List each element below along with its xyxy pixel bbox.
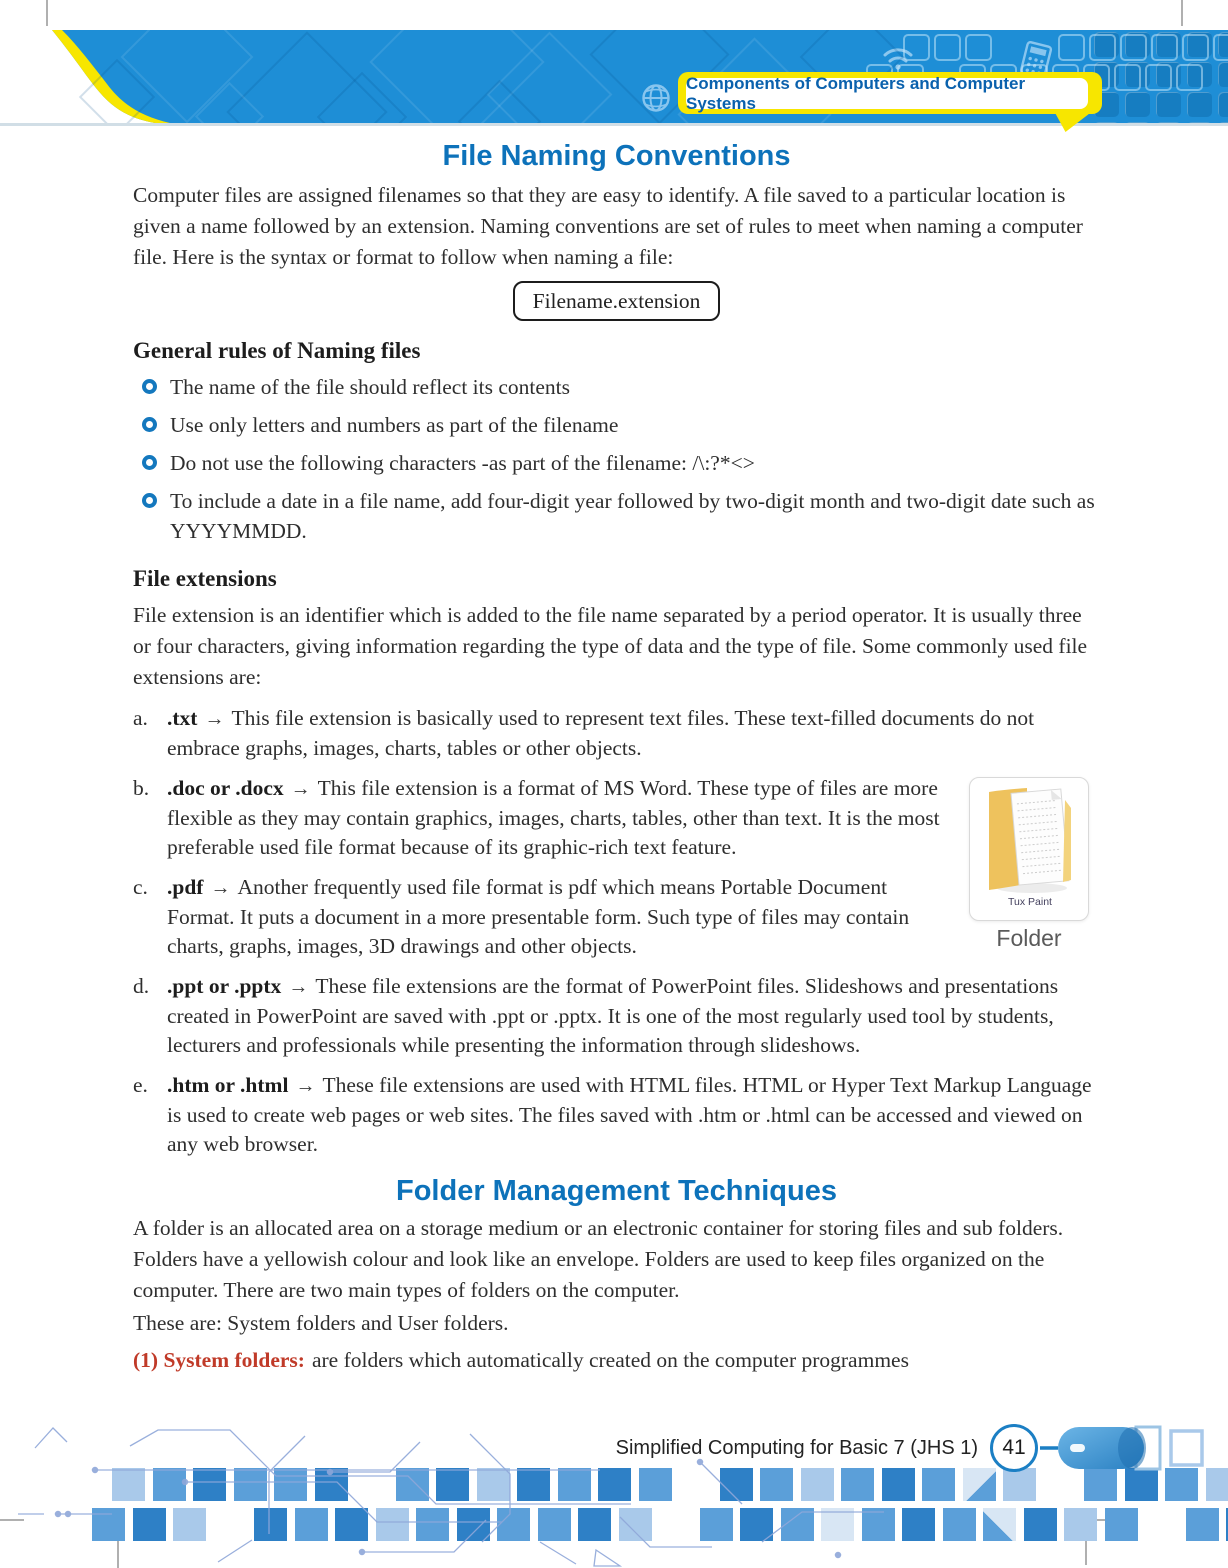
keyboard-key-decoration — [1218, 122, 1228, 123]
rule-item — [133, 486, 1100, 546]
bullet-icon — [142, 455, 157, 470]
deco-square — [1206, 1468, 1228, 1501]
keyboard-key-outline-decoration — [903, 34, 930, 61]
deco-square — [274, 1468, 307, 1501]
arrow-glyph: → — [288, 976, 309, 998]
book-title: Simplified Computing for Basic 7 (JHS 1) — [615, 1436, 978, 1459]
deco-square — [173, 1508, 206, 1541]
page-number: 41 — [1002, 1436, 1026, 1459]
deco-square — [153, 1468, 186, 1501]
deco-square — [1003, 1468, 1036, 1501]
deco-square — [497, 1508, 530, 1541]
deco-square — [295, 1508, 328, 1541]
arrow-glyph: → — [210, 877, 231, 899]
filename-syntax-box: Filename.extension — [513, 281, 721, 321]
deco-square — [963, 1468, 996, 1501]
arrow-glyph: → — [295, 1075, 316, 1097]
deco-square — [335, 1508, 368, 1541]
deco-square — [457, 1508, 490, 1541]
rule-item — [133, 448, 1100, 478]
deco-square — [862, 1508, 895, 1541]
deco-square — [821, 1508, 854, 1541]
item-description: Another frequently used file format is pdf which means Portable Document Format. It puts a document in a more presentable form. Such type of files may contain charts, graphs, images, 3D drawings and other objects. — [167, 875, 910, 958]
deco-square — [558, 1468, 591, 1501]
deco-square — [578, 1508, 611, 1541]
chapter-badge — [686, 73, 1088, 113]
item-description: This file extension is basically used to represent text files. These text-filled documents do not embrace graphs, images, charts, tables or other objects. — [167, 706, 1035, 760]
crop-mark — [1181, 0, 1183, 26]
extension-item-doc — [133, 774, 1100, 862]
rule-item — [133, 410, 1100, 440]
item-term: .htm or .html — [167, 1073, 289, 1097]
deco-square — [1165, 1468, 1198, 1501]
keyboard-key-outline-decoration — [1114, 64, 1141, 91]
keyboard-key-outline-decoration — [1145, 64, 1172, 91]
deco-square — [902, 1508, 935, 1541]
keyboard-key-decoration — [1156, 92, 1181, 117]
deco-square — [1125, 1468, 1158, 1501]
deco-square — [619, 1508, 652, 1541]
deco-square — [700, 1508, 733, 1541]
deco-square — [234, 1468, 267, 1501]
arrow-glyph: → — [204, 708, 225, 730]
item-letter: a. — [133, 706, 148, 730]
deco-square — [882, 1468, 915, 1501]
deco-square — [436, 1468, 469, 1501]
chapter-banner — [0, 30, 1228, 123]
keyboard-key-decoration — [1218, 62, 1228, 87]
deco-square — [538, 1508, 571, 1541]
deco-square — [720, 1468, 753, 1501]
syntax-box-wrapper — [133, 281, 1100, 321]
deco-square — [1105, 1508, 1138, 1541]
item-description: These file extensions are the format of PowerPoint files. Slideshows and presentations created in PowerPoint are saved with .ppt or .pptx. It is one of the most regularly used tool by students, lecturers and professionals while presenting the information through slideshows. — [167, 974, 1059, 1057]
keyboard-key-outline-decoration — [1058, 34, 1085, 61]
keyboard-key-decoration — [1156, 122, 1181, 123]
item-letter: c. — [133, 875, 148, 899]
keyboard-key-outline-decoration — [965, 34, 992, 61]
item-term: .doc or .docx — [167, 776, 284, 800]
section-title-file-naming: File Naming Conventions — [442, 140, 791, 172]
deco-square — [254, 1508, 287, 1541]
rule-text: Do not use the following characters -as part of the filename: /\:?*<> — [170, 451, 755, 475]
arrow-glyph: → — [290, 778, 311, 800]
deco-square — [781, 1508, 814, 1541]
deco-square — [416, 1508, 449, 1541]
deco-square — [133, 1508, 166, 1541]
keyboard-key-decoration — [1125, 92, 1150, 117]
mouse-icon — [1040, 1424, 1206, 1472]
deco-square — [376, 1508, 409, 1541]
deco-square — [760, 1468, 793, 1501]
folder-intro-paragraph: A folder is an allocated area on a storage medium or an electronic container for storing files and sub folders. Folders have a yellowish colour and look like an envelope. Folders are used to keep files organized on the computer. There are two main types of folders on the computer. — [133, 1216, 1064, 1302]
keyboard-key-outline-decoration — [1213, 34, 1228, 61]
page-number-badge — [990, 1424, 1038, 1472]
folder-thumbnail-label: Tux Paint — [1007, 896, 1052, 908]
system-folders-term: (1) System folders: — [133, 1348, 305, 1372]
deco-square — [841, 1468, 874, 1501]
keyboard-key-outline-decoration — [1120, 34, 1147, 61]
bullet-icon — [142, 493, 157, 508]
deco-square — [801, 1468, 834, 1501]
extensions-list — [133, 704, 1100, 1159]
extension-item-pdf — [133, 873, 1100, 961]
rule-text: The name of the file should reflect its contents — [170, 375, 571, 399]
bullet-icon — [142, 379, 157, 394]
deco-square — [1064, 1508, 1097, 1541]
extension-item-htm — [133, 1071, 1100, 1159]
item-term: .txt — [167, 706, 198, 730]
deco-square — [1024, 1508, 1057, 1541]
deco-square — [396, 1468, 429, 1501]
deco-square — [740, 1508, 773, 1541]
item-letter: b. — [133, 776, 150, 800]
folder-types-line: These are: System folders and User folders. — [133, 1311, 509, 1335]
rule-item — [133, 372, 1100, 402]
keyboard-key-decoration — [1094, 122, 1119, 123]
keyboard-key-outline-decoration — [1176, 64, 1203, 91]
keyboard-key-outline-decoration — [1151, 34, 1178, 61]
keyboard-key-decoration — [1218, 92, 1228, 117]
keyboard-key-outline-decoration — [934, 34, 961, 61]
page-footer — [616, 1424, 1206, 1472]
keyboard-key-decoration — [1125, 122, 1150, 123]
intro-paragraph: Computer files are assigned filenames so that they are easy to identify. A file saved to a particular location is given a name followed by an extension. Naming conventions are set of rules to meet when naming a computer file. Here is the syntax or format to follow when naming a file: — [133, 183, 1083, 269]
deco-square — [639, 1468, 672, 1501]
rule-text: Use only letters and numbers as part of the filename — [170, 413, 619, 437]
item-letter: d. — [133, 974, 150, 998]
deco-square — [1084, 1468, 1117, 1501]
keyboard-key-outline-decoration — [1182, 34, 1209, 61]
deco-square — [517, 1468, 550, 1501]
system-folders-paragraph — [133, 1345, 1100, 1376]
bullet-icon — [142, 417, 157, 432]
deco-square — [1186, 1508, 1219, 1541]
deco-square — [922, 1468, 955, 1501]
crop-mark — [46, 0, 48, 26]
deco-square — [943, 1508, 976, 1541]
deco-square — [112, 1468, 145, 1501]
folder-caption: Folder — [996, 925, 1062, 951]
item-description: These file extensions are used with HTML files. HTML or Hyper Text Markup Language is used to create web pages or web sites. The files saved with .htm or .html can be accessed and viewed on any web browser. — [167, 1073, 1092, 1156]
keyboard-key-outline-decoration — [1089, 34, 1116, 61]
item-term: .pdf — [167, 875, 204, 899]
deco-square — [983, 1508, 1016, 1541]
keyboard-key-decoration — [1187, 92, 1212, 117]
rule-text: To include a date in a file name, add four-digit year followed by two-digit month and two-digit date such as YYYYMMDD. — [170, 489, 1095, 543]
deco-square — [92, 1508, 125, 1541]
keyboard-key-decoration — [1187, 122, 1212, 123]
item-description: This file extension is a format of MS Word. These type of files are more flexible as they may contain graphics, images, charts, tables, other than text. It is the most preferable used file format because of its graphic-rich text feature. — [167, 776, 940, 859]
page-content — [0, 126, 1228, 1376]
section-title-folder-management: Folder Management Techniques — [396, 1175, 837, 1207]
chapter-badge-label: Components of Computers and Computer Systems — [686, 73, 1026, 113]
extension-item-ppt — [133, 972, 1100, 1060]
deco-square — [315, 1468, 348, 1501]
extension-item-txt — [133, 704, 1100, 763]
extensions-heading: File extensions — [133, 566, 277, 591]
item-letter: e. — [133, 1073, 148, 1097]
deco-square — [598, 1468, 631, 1501]
rules-heading: General rules of Naming files — [133, 338, 421, 363]
deco-square — [193, 1468, 226, 1501]
extensions-intro: File extension is an identifier which is added to the file name separated by a period operator. It is usually three or four characters, giving information regarding the type of data and the type of file. Some commonly used file extensions are: — [133, 603, 1088, 689]
system-folders-description: are folders which automatically created on the computer programmes — [311, 1348, 909, 1372]
item-term: .ppt or .pptx — [167, 974, 282, 998]
deco-square — [477, 1468, 510, 1501]
